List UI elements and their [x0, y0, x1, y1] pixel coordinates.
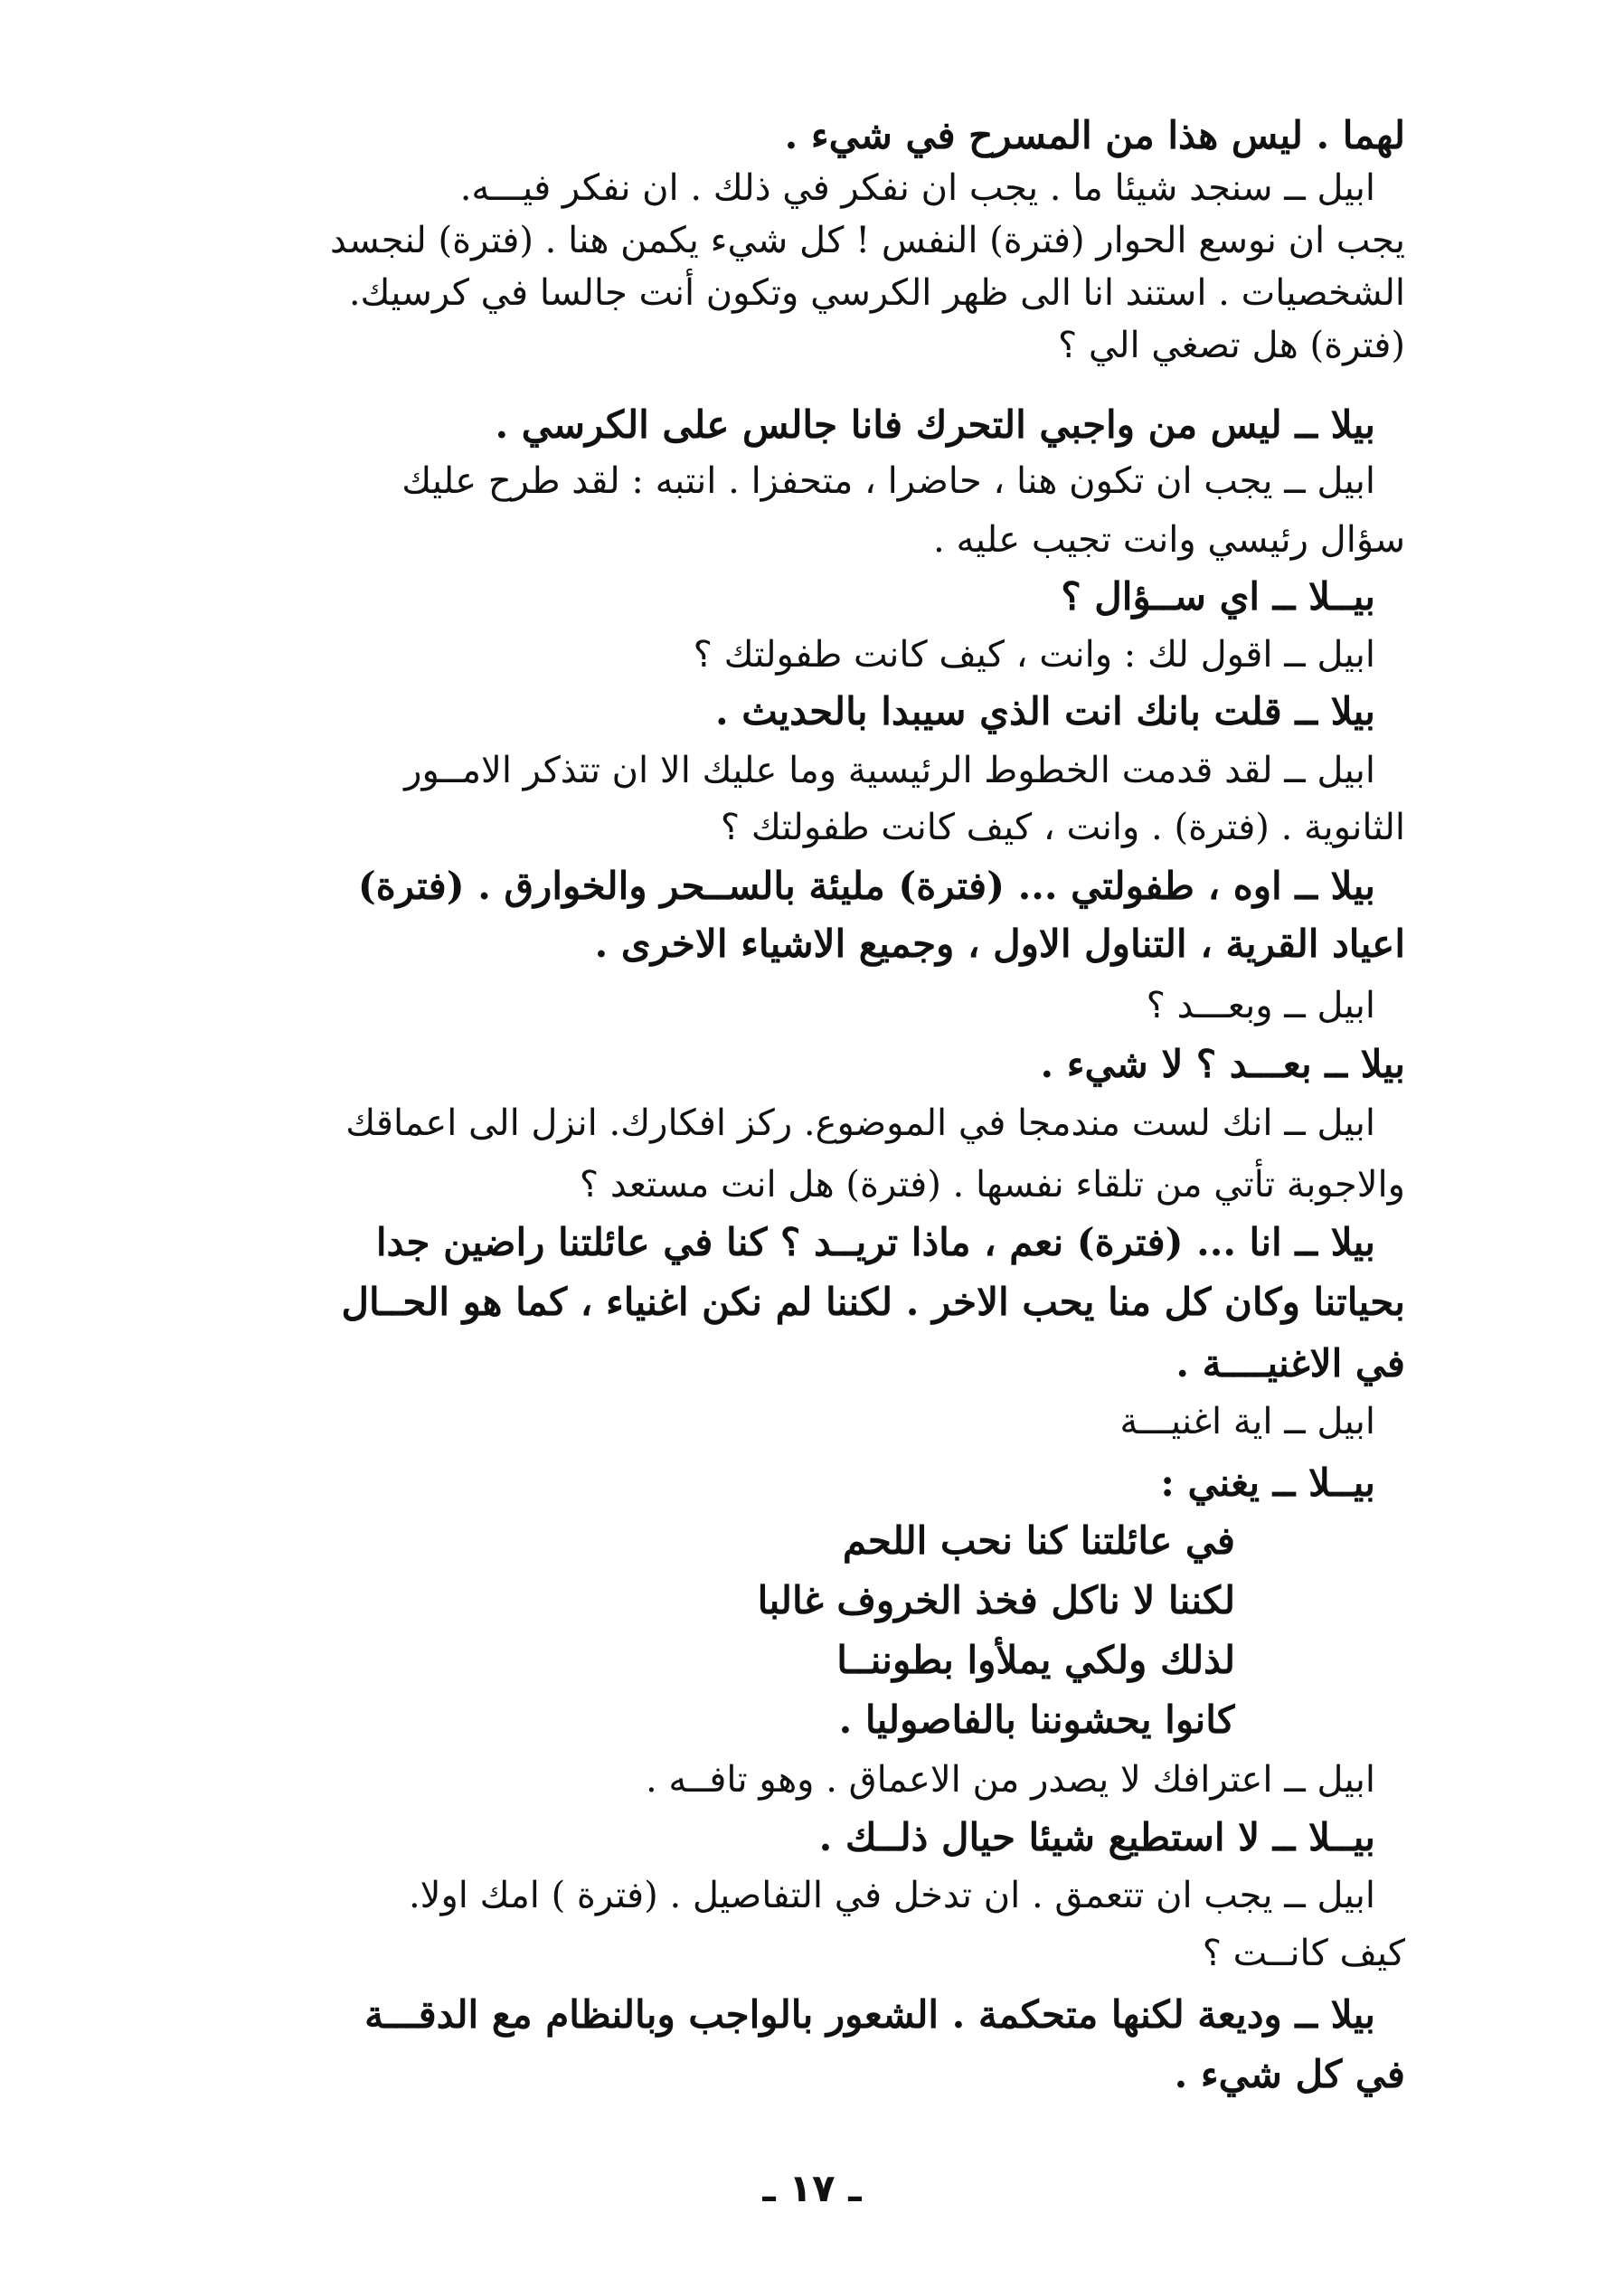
dialogue-line: ابيل ــ سنجد شيئا ما . يجب ان نفكر في ذلك . ان نفكر فيـــه. — [459, 167, 1375, 209]
song-line: كانوا يحشوننا بالفاصوليا . — [838, 1697, 1235, 1742]
dialogue-line: بيــلا ــ اي ســؤال ؟ — [1061, 574, 1375, 619]
dialogue-line: بيلا ــ ليس من واجبي التحرك فانا جالس على الكرسي . — [495, 402, 1375, 447]
dialogue-line: والاجوبة تأتي من تلقاء نفسها . (فترة) هل انت مستعد ؟ — [579, 1164, 1405, 1206]
dialogue-line: الشخصيات . استند انا الى ظهر الكرسي وتكون أنت جالسا في كرسيك. — [348, 272, 1405, 314]
song-line: في عائلتنا كنا نحب اللحم — [842, 1518, 1235, 1563]
dialogue-line: في الاغنيــــة . — [1176, 1341, 1405, 1385]
dialogue-line: ابيل ــ اعترافك لا يصدر من الاعماق . وهو تافــه . — [645, 1759, 1375, 1801]
dialogue-line: بيلا ــ انا ... (فترة) نعم ، ماذا تريــد ؟ كنا في عائلتنا راضين جدا — [375, 1220, 1375, 1264]
dialogue-line: بيلا ــ بعـــد ؟ لا شيء . — [1040, 1042, 1405, 1086]
dialogue-line: ابيل ــ وبعـــد ؟ — [1146, 985, 1375, 1026]
dialogue-line: في كل شيء . — [1174, 2052, 1405, 2096]
dialogue-line: ابيل ــ انك لست مندمجا في الموضوع. ركز افكارك. انزل الى اعماقك — [345, 1102, 1375, 1144]
dialogue-line: سؤال رئيسي وانت تجيب عليه . — [933, 519, 1405, 561]
dialogue-line: الثانوية . (فترة) . وانت ، كيف كانت طفولتك ؟ — [720, 807, 1405, 848]
dialogue-line: ابيل ــ اقول لك : وانت ، كيف كانت طفولتك ؟ — [693, 634, 1375, 676]
dialogue-line: بيــلا ــ يغني : — [1160, 1461, 1375, 1505]
dialogue-line: بيــلا ــ لا استطيع شيئا حيال ذلــك . — [818, 1815, 1375, 1859]
dialogue-line: (فترة) هل تصغي الي ؟ — [1057, 325, 1405, 366]
dialogue-line: بحياتنا وكان كل منا يحب الاخر . لكننا لم نكن اغنياء ، كما هو الحــال — [341, 1280, 1405, 1324]
dialogue-line: ابيل ــ اية اغنيـــة — [1119, 1401, 1375, 1442]
dialogue-line: بيلا ــ وديعة لكنها متحكمة . الشعور بالواجب وبالنظام مع الدقـــة — [364, 1992, 1375, 2037]
dialogue-line: يجب ان نوسع الحوار (فترة) النفس ! كل شيء يكمن هنا . (فترة) لنجسد — [330, 220, 1405, 261]
dialogue-line: ابيل ــ لقد قدمت الخطوط الرئيسية وما عليك الا ان تتذكر الامــور — [404, 750, 1375, 791]
dialogue-line: اعياد القرية ، التناول الاول ، وجميع الاشياء الاخرى . — [594, 922, 1405, 966]
dialogue-line: بيلا ــ اوه ، طفولتي ... (فترة) مليئة بالســحر والخوارق . (فترة) — [357, 864, 1375, 908]
dialogue-line: ابيل ــ يجب ان تتعمق . ان تدخل في التفاصيل . (فترة ) امك اولا. — [408, 1875, 1375, 1916]
dialogue-line: لهما . ليس هذا من المسرح في شيء . — [784, 113, 1405, 157]
dialogue-line: ابيل ــ يجب ان تكون هنا ، حاضرا ، متحفزا . انتبه : لقد طرح عليك — [401, 460, 1375, 502]
dialogue-line: بيلا ــ قلت بانك انت الذي سيبدا بالحديث . — [714, 689, 1375, 733]
song-line: لكننا لا ناكل فخذ الخروف غالبا — [757, 1578, 1235, 1622]
dialogue-line: كيف كانــت ؟ — [1202, 1933, 1405, 1974]
song-line: لذلك ولكي يملأوا بطوننــا — [836, 1638, 1235, 1682]
page-number: ـ ١٧ ـ — [762, 2166, 862, 2210]
